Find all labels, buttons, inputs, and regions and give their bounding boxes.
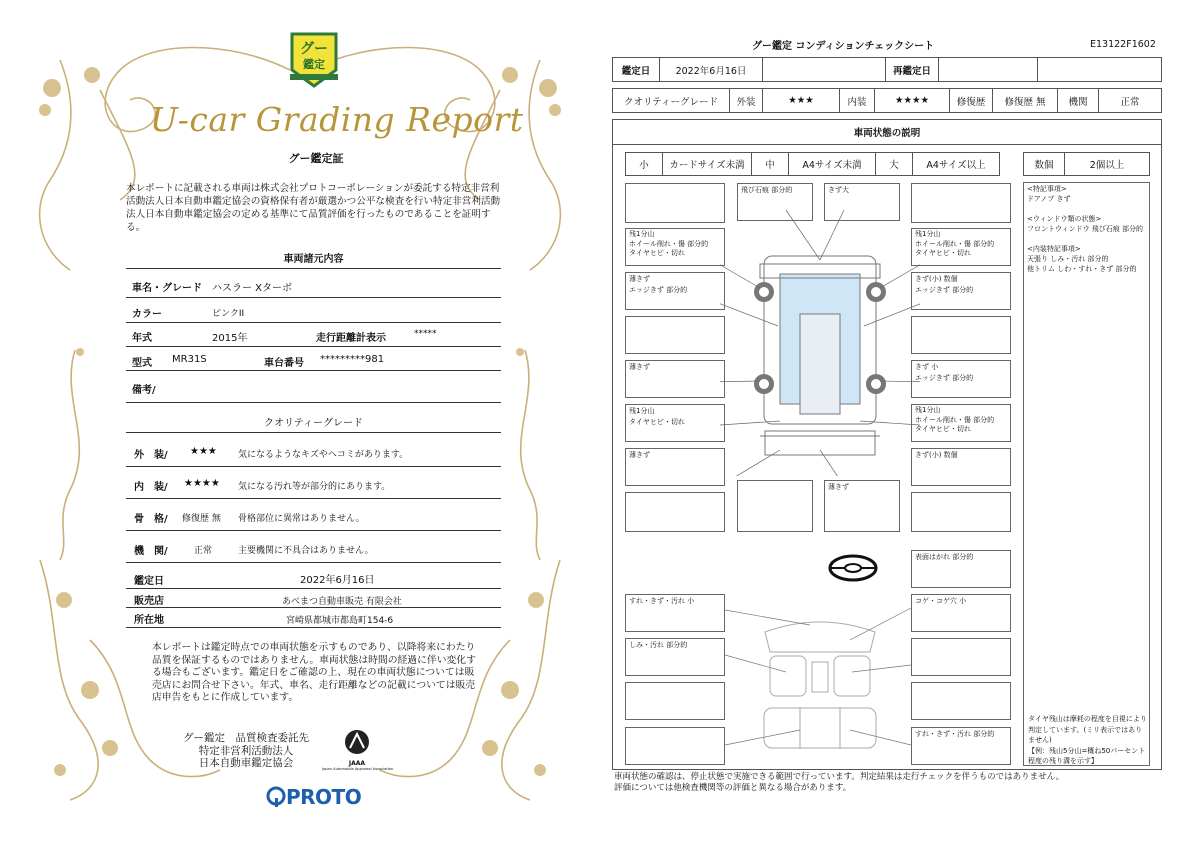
proto-logo-text: PROTO <box>286 785 362 809</box>
note-steering: 表面はがれ 部分的 <box>911 550 1011 588</box>
status-heading: 車両状態の説明 <box>612 119 1162 145</box>
grade-frame-label: 骨 格/ <box>134 514 168 525</box>
grade-interior-label: 内 装/ <box>134 482 168 493</box>
grade-interior-value: ★★★★ <box>184 478 220 489</box>
grade-frame-value: 修復歴 無 <box>182 514 221 524</box>
note-blank-int-right-2 <box>911 682 1011 720</box>
grade-engine-label: 機 関/ <box>134 546 168 557</box>
interior-label: 内装 <box>839 88 875 113</box>
address-value: 宮崎県都城市都島町154-6 <box>286 616 394 626</box>
note-rear-seat: すれ・きず・汚れ 部分的 <box>911 727 1011 765</box>
year-value: 2015年 <box>212 333 248 344</box>
car-name-value: ハスラー Xターボ <box>212 283 293 294</box>
model-label: 型式 <box>132 358 152 369</box>
badge-top-text: グー <box>300 41 328 57</box>
engine-label: 機関 <box>1057 88 1099 113</box>
address-label: 所在地 <box>134 615 164 626</box>
note-blank-right-2 <box>911 316 1011 354</box>
grade-engine-comment: 主要機関に不具合はありません。 <box>238 546 374 556</box>
grade-frame-comment: 骨格部位に異常はありません。 <box>238 514 365 524</box>
note-left-rear-tire: 残1分山 タイヤヒビ・切れ <box>625 404 725 442</box>
specs-heading: 車両諸元内容 <box>283 254 344 265</box>
chassis-label: 車台番号 <box>264 358 304 369</box>
legend-medium-label: 中 <box>751 152 789 176</box>
note-right-fender: きず(小) 数個 エッジきず 部分的 <box>911 272 1011 310</box>
note-panel: コゲ・コゲ穴 小 <box>911 594 1011 632</box>
legend-small-label: 小 <box>625 152 663 176</box>
reappraisal-blank <box>1037 57 1162 82</box>
color-value: ピンクII <box>212 309 245 319</box>
legend-large-desc: A4サイズ以上 <box>912 152 1000 176</box>
note-right-rear-tire: 残1分山 ホイール削れ・傷 部分的 タイヤヒビ・切れ <box>911 404 1011 442</box>
note-blank-bottom-left <box>625 492 725 532</box>
engine-value: 正常 <box>1098 88 1162 113</box>
certificate-notice: 本レポートは鑑定時点での車両状態を示すものであり、以降将来にわたり品質を保証するものではありません。車両状態は時間の経過に伴い変化する場合もございます。鑑定日をご確認の上、現在の車両状態については販売店にお問合せ下さい。年式、車名、走行距離などの記載については販売店申告をもとに作成しています。 <box>152 642 476 704</box>
legend-count-label: 数個 <box>1023 152 1065 176</box>
note-dash: すれ・きず・汚れ 小 <box>625 594 725 632</box>
note-blank-top-right <box>911 183 1011 223</box>
color-label: カラー <box>132 309 162 320</box>
repair-label: 修復歴 <box>949 88 993 113</box>
certificate-intro: 本レポートに記載される車両は株式会社プロトコーポレーションが委託する特定非営利活動法人日本自動車鑑定協会の資格保有者が厳選かつ公平な検査を行い特定非営利活動法人日本自動車鑑定協会の定める基準にて品質評価を行ったものであることを証明する。 <box>126 183 501 233</box>
jaaa-subtitle: Japan Automobile Appraisal Association <box>322 767 394 771</box>
date-label: 鑑定日 <box>612 57 660 82</box>
grade-engine-value: 正常 <box>194 546 213 556</box>
mileage-value: ***** <box>414 329 437 339</box>
year-label: 年式 <box>132 333 152 344</box>
sheet-footer: 車両状態の確認は、停止状態で実施できる範囲で行っています。判定結果は走行チェックを伴うものではありません。 評価については他検査機関等の評価と異なる場合があります。 <box>614 772 1065 793</box>
tire-note: タイヤ残山は摩耗の程度を目視により判定しています。(ミリ表示ではありません) 【例：残山5分山=概ね50パーセント程度の残り溝を示す】 <box>1028 715 1147 765</box>
exterior-value: ★★★ <box>762 88 840 113</box>
grade-exterior-value: ★★★ <box>190 446 217 457</box>
note-blank-int-right-1 <box>911 638 1011 676</box>
note-left-front-tire: 残1分山 ホイール削れ・傷 部分的 タイヤヒビ・切れ <box>625 228 725 266</box>
sheet-code: E13122F1602 <box>1090 39 1156 50</box>
steering-wheel-icon <box>828 553 878 583</box>
note-right-front-tire: 残1分山 ホイール削れ・傷 部分的 タイヤヒビ・切れ <box>911 228 1011 266</box>
note-left-quarter: 薄きず <box>625 448 725 486</box>
note-blank-top-left <box>625 183 725 223</box>
date-value: 2022年6月16日 <box>659 57 763 82</box>
goo-kantei-badge <box>286 30 342 90</box>
report-title: U-car Grading Report <box>150 100 524 139</box>
note-blank-left-2 <box>625 316 725 354</box>
legend-medium-desc: A4サイズ未満 <box>788 152 876 176</box>
note-blank-int-left-3 <box>625 727 725 765</box>
note-right-door: きず 小 エッジきず 部分的 <box>911 360 1011 398</box>
chassis-value: *********981 <box>320 354 385 365</box>
grade-exterior-comment: 気になるようなキズやヘコミがあります。 <box>238 450 409 460</box>
note-right-quarter: きず(小) 数個 <box>911 448 1011 486</box>
remarks-label: 備考/ <box>132 385 156 396</box>
appraisal-date-value: 2022年6月16日 <box>300 575 375 586</box>
reappraisal-value <box>938 57 1038 82</box>
jaaa-logo <box>322 728 392 778</box>
quality-label: クオリティーグレード <box>612 88 730 113</box>
badge-bottom-text: 鑑定 <box>303 58 325 71</box>
note-seat: しみ・汚れ 部分的 <box>625 638 725 676</box>
special-notes: <特記事項> ドアノブ きず <ウィンドウ類の状態> フロントウィンドウ 飛び石痕 部分的 <内装特記事項> 天張り しみ・汚れ 部分的 他トリム しわ・すれ・きず 部分的 <box>1023 182 1150 766</box>
note-scratch-large: きず大 <box>824 183 900 221</box>
note-blank-bottom-right <box>911 492 1011 532</box>
model-value: MR31S <box>172 354 207 365</box>
note-left-door: 薄きず <box>625 360 725 398</box>
certificate-subtitle: グー鑑定証 <box>288 152 344 165</box>
note-blank-int-left-2 <box>625 682 725 720</box>
condition-check-sheet <box>600 0 1200 848</box>
quality-heading: クオリティーグレード <box>264 418 363 429</box>
repair-value: 修復歴 無 <box>992 88 1058 113</box>
grade-exterior-label: 外 装/ <box>134 450 168 461</box>
legend-small-desc: カードサイズ未満 <box>662 152 752 176</box>
note-blank-rear-left <box>737 480 813 532</box>
inspection-entity: グー鑑定 品質検査委託先 特定非営利活動法人 日本自動車鑑定協会 <box>183 732 309 769</box>
exterior-label: 外装 <box>729 88 763 113</box>
car-name-label: 車名・グレード <box>132 283 202 294</box>
interior-diagram <box>750 612 890 762</box>
date-blank <box>762 57 886 82</box>
appraisal-date-label: 鑑定日 <box>134 576 164 587</box>
note-rear-gate: 薄きず <box>824 480 900 532</box>
note-left-bumper: 薄きず エッジきず 部分的 <box>625 272 725 310</box>
reappraisal-label: 再鑑定日 <box>885 57 939 82</box>
proto-logo <box>266 785 361 809</box>
note-front-stone: 飛び石痕 部分的 <box>737 183 813 221</box>
dealer-label: 販売店 <box>134 596 164 607</box>
mileage-label: 走行距離計表示 <box>316 333 386 344</box>
jaaa-label: JAAA <box>348 760 366 767</box>
legend-count-value: 2個以上 <box>1064 152 1150 176</box>
car-body-diagram <box>720 176 920 476</box>
sheet-title: グー鑑定 コンディションチェックシート <box>752 41 935 52</box>
grade-interior-comment: 気になる汚れ等が部分的にあります。 <box>238 482 391 492</box>
interior-value: ★★★★ <box>874 88 950 113</box>
legend-large-label: 大 <box>875 152 913 176</box>
dealer-value: あべまつ自動車販売 有限会社 <box>282 597 402 607</box>
